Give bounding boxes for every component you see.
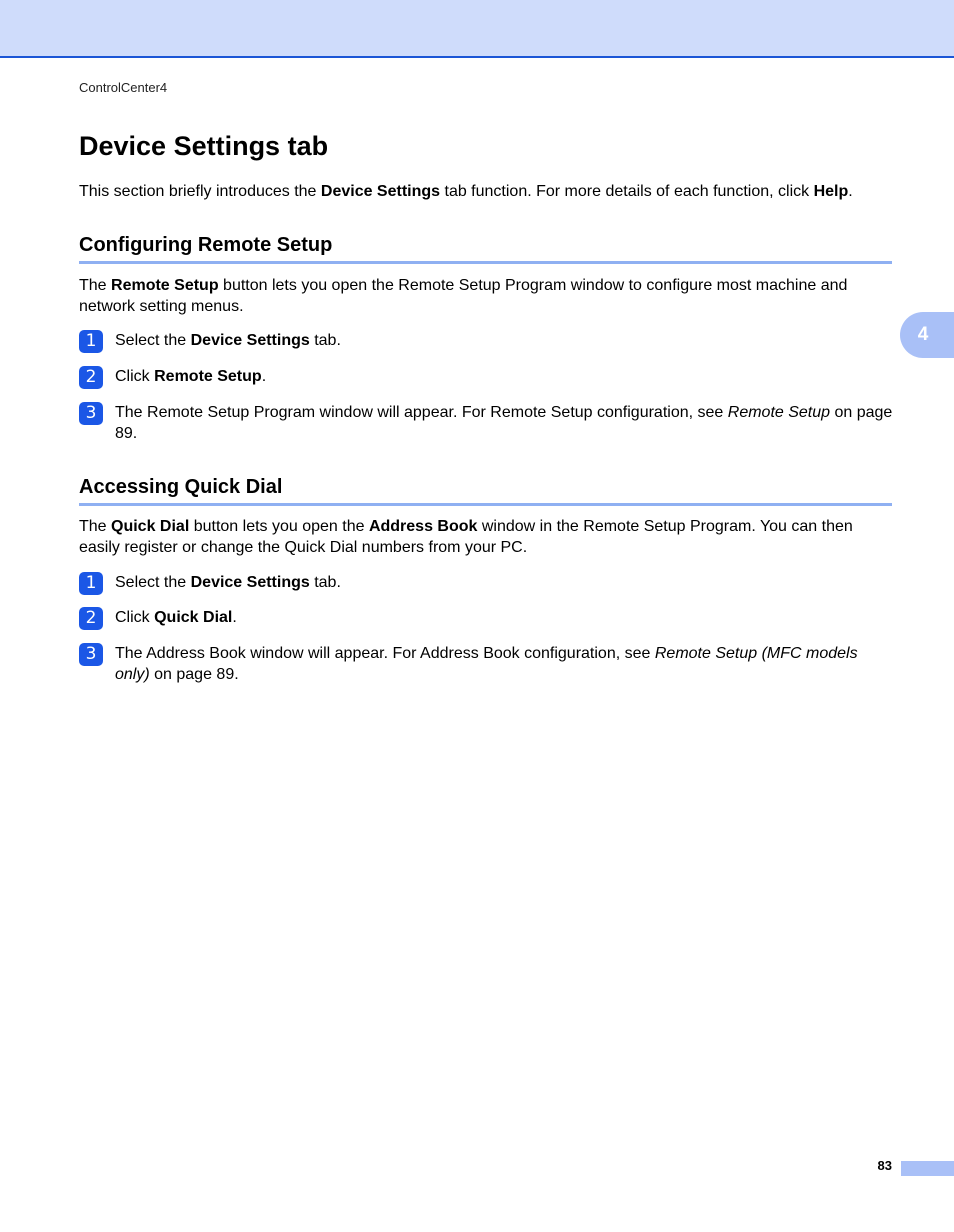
step-text-part: .: [232, 609, 237, 626]
cross-reference-link[interactable]: Remote Setup (MFC models only): [115, 645, 858, 683]
step-bold-term: Remote Setup: [154, 368, 262, 385]
step-number-badge: 1: [79, 572, 103, 595]
section2-text-2: button lets you open the: [189, 518, 369, 535]
step-text-part: Select the: [115, 332, 191, 349]
intro-text-2: tab function. For more details of each function, click: [440, 183, 814, 200]
section1-text-2: button lets you open the Remote Setup Program window to configure most machine and network setting menus.: [79, 277, 848, 315]
footer-bar: [901, 1161, 954, 1176]
step-text-part: tab.: [309, 574, 341, 591]
step-bold-term: Quick Dial: [154, 609, 233, 626]
section1-text-1: The: [79, 277, 112, 294]
step-number-badge: 2: [79, 366, 103, 389]
step-text-part: The Address Book window will appear. For Address Book configuration, see: [115, 645, 655, 662]
page-number: 83: [877, 1158, 892, 1173]
step-text: [115, 331, 893, 352]
step-text-part: The Remote Setup Program window will appear. For Remote Setup configuration, see: [115, 404, 728, 421]
step-bold-term: Device Settings: [190, 574, 310, 591]
section2-paragraph: [79, 517, 894, 558]
intro-bold-device-settings: Device Settings: [320, 183, 441, 200]
step-text-part: on page 89.: [149, 665, 239, 683]
step-text-part: Click: [115, 368, 155, 385]
step-text-part: tab.: [309, 332, 341, 349]
step-text-part: Click: [115, 609, 155, 626]
intro-bold-help: Help: [813, 183, 849, 200]
step-text-part: Select the: [115, 574, 191, 591]
section1-paragraph: [79, 276, 894, 317]
step-number-badge: 2: [79, 607, 103, 630]
section2-bold-address-book: Address Book: [368, 518, 478, 535]
step-text: [115, 644, 893, 685]
step-text-part: .: [261, 368, 267, 385]
cross-reference-link[interactable]: Remote Setup: [727, 404, 831, 421]
step-text-part: on page 89.: [115, 404, 893, 442]
step-number-badge: 3: [79, 402, 103, 425]
step-text: [115, 573, 893, 594]
step-number-badge: 1: [79, 330, 103, 353]
intro-paragraph: [79, 182, 894, 203]
running-head: ControlCenter4: [79, 80, 168, 95]
page-title: Device Settings tab: [79, 131, 329, 161]
section2-text-3: window in the Remote Setup Program. You can then easily register or change the Quick Dial numbers from your PC.: [79, 518, 853, 556]
section-heading-quick-dial: Accessing Quick Dial: [79, 476, 892, 506]
chapter-tab: 4: [900, 312, 954, 358]
section-heading-remote-setup: Configuring Remote Setup: [79, 234, 892, 264]
step-text: [115, 403, 893, 444]
header-band: [0, 0, 954, 58]
intro-text-3: .: [848, 183, 853, 200]
step-text: [115, 367, 893, 388]
step-bold-term: Device Settings: [190, 332, 310, 349]
step-number-badge: 3: [79, 643, 103, 666]
section2-text-1: The: [79, 518, 112, 535]
step-text: [115, 608, 893, 629]
section1-bold-remote-setup: Remote Setup: [111, 277, 219, 294]
section2-bold-quick-dial: Quick Dial: [111, 518, 190, 535]
intro-text-1: This section briefly introduces the: [79, 183, 321, 200]
